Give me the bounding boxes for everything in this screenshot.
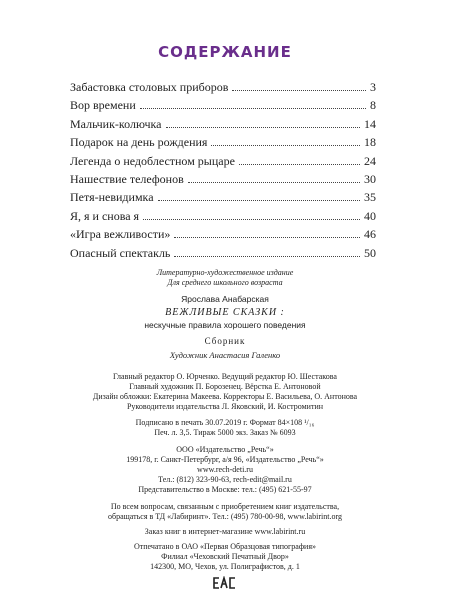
toc-row-page: 24: [364, 153, 376, 168]
toc-row-label: Нашествие телефонов: [70, 171, 184, 186]
toc-title: СОДЕРЖАНИЕ: [158, 43, 292, 61]
imprint-publisher-line: ООО «Издательство „Речь“»: [176, 445, 274, 454]
toc-row-label: Вор времени: [70, 98, 136, 113]
toc-leader-dots: [143, 219, 360, 220]
toc-row: [70, 135, 376, 153]
toc-leader-dots: [166, 127, 361, 128]
toc-row-label: Легенда о недоблестном рыцаре: [70, 153, 235, 168]
toc-row-page: 14: [364, 116, 376, 131]
toc-row: [70, 80, 376, 98]
imprint-print-line: Печ. л. 3,5. Тираж 5000 экз. Заказ № 6093: [154, 428, 296, 437]
toc-leader-dots: [174, 237, 360, 238]
imprint-publisher-line: Тел.: (812) 323-90-63, rech-edit@mail.ru: [158, 475, 292, 484]
imprint-audience: Для среднего школьного возраста: [167, 278, 283, 287]
imprint-staff-line: Дизайн обложки: Екатерина Макеева. Корректоры Е. Васильева, О. Антонова: [92, 392, 358, 401]
imprint-author: Ярослава Анабарская: [181, 294, 269, 304]
toc-row: [70, 246, 376, 264]
toc-row-label: Опасный спектакль: [70, 245, 171, 260]
toc-row-page: 40: [364, 208, 376, 223]
toc-leader-dots: [211, 145, 360, 146]
imprint-staff-line: Главный художник П. Борозенец. Вёрстка Е. Антоновой: [129, 382, 321, 391]
table-of-contents: [70, 80, 376, 264]
imprint-print-line: Подписано в печать 30.07.2019 г. Формат 84×108 ¹/₁₆: [135, 418, 315, 427]
imprint-illustrator: Художник Анастасия Галенко: [169, 350, 281, 360]
imprint-publisher-line: Представительство в Москве: тел.: (495) 621-55-97: [138, 485, 312, 494]
toc-leader-dots: [239, 164, 360, 165]
toc-row-page: 50: [364, 245, 376, 260]
imprint-staff-line: Руководители издательства Л. Яковский, И. Костромитин: [126, 402, 324, 411]
toc-row-page: 8: [370, 98, 376, 113]
toc-row-label: Мальчик-колючка: [70, 116, 162, 131]
toc-row-page: 46: [364, 227, 376, 242]
toc-row-label: Забастовка столовых приборов: [70, 80, 229, 94]
imprint-printed-line: 142300, МО, Чехов, ул. Полиграфистов, д. 1: [150, 562, 300, 571]
toc-leader-dots: [158, 200, 360, 201]
toc-leader-dots: [174, 256, 360, 257]
imprint-book-title: ВЕЖЛИВЫЕ СКАЗКИ :: [165, 307, 285, 318]
imprint-printed-line: Отпечатано в ОАО «Первая Образцовая типография»: [133, 542, 317, 551]
toc-row-page: 35: [364, 190, 376, 205]
toc-leader-dots: [140, 108, 366, 109]
toc-row-label: «Игра вежливости»: [70, 227, 171, 242]
toc-row: [70, 117, 376, 135]
imprint-publisher-line: www.rech-deti.ru: [197, 465, 253, 474]
eac-certification-icon: [213, 576, 237, 590]
toc-leader-dots: [188, 182, 360, 183]
toc-row-page: 18: [364, 135, 376, 150]
imprint-book-subtitle: нескучные правила хорошего поведения: [144, 320, 306, 330]
toc-row: [70, 154, 376, 172]
toc-row-page: 30: [364, 171, 376, 186]
imprint-genre: Литературно-художественное издание: [156, 268, 294, 277]
toc-row: [70, 172, 376, 190]
toc-row: [70, 190, 376, 208]
toc-leader-dots: [232, 90, 366, 91]
imprint-publisher-line: 199178, г. Санкт-Петербург, а/я 96, «Издательство „Речь“»: [126, 455, 324, 464]
toc-row: [70, 98, 376, 116]
toc-row-label: Я, я и снова я: [70, 208, 140, 223]
imprint-printed-line: Филиал «Чеховский Печатный Двор»: [161, 552, 289, 561]
toc-row-page: 3: [370, 80, 376, 94]
imprint-collection: Сборник: [204, 336, 246, 346]
toc-row-label: Петя-невидимка: [70, 190, 154, 205]
imprint-staff-line: Главный редактор О. Юрченко. Ведущий редактор Ю. Шестакова: [113, 372, 337, 381]
toc-row: [70, 209, 376, 227]
toc-row-label: Подарок на день рождения: [70, 135, 208, 150]
imprint-order-line: Заказ книг в интернет-магазине www.labirint.ru: [144, 527, 306, 536]
imprint-purchase-line: обращаться в ТД «Лабиринт». Тел.: (495) 780-00-98, www.labirint.org: [108, 512, 342, 521]
imprint-purchase-line: По всем вопросам, связанным с приобретением книг издательства,: [110, 502, 340, 511]
toc-row: [70, 227, 376, 245]
